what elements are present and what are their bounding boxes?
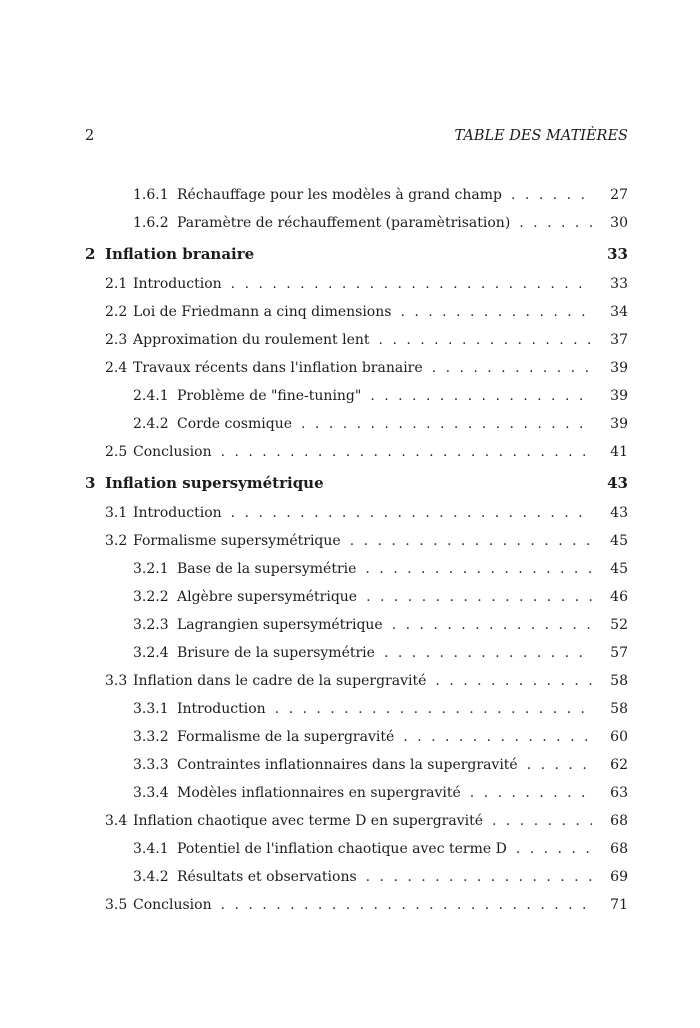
entry-page-number: 68: [610, 813, 628, 829]
toc-entry-row: [85, 331, 628, 350]
entry-number: 3.2.4: [133, 645, 169, 661]
entry-page-number: 34: [610, 304, 628, 320]
entry-number: 3.5: [105, 897, 128, 913]
toc-entry-row: [85, 303, 628, 322]
entry-title: Problème de "fine-tuning": [177, 388, 362, 404]
entry-page-number: 60: [610, 729, 628, 745]
entry-number: 1.6.1: [133, 187, 169, 203]
entry-page-number: 43: [607, 474, 628, 492]
entry-number: 3.3.2: [133, 729, 169, 745]
dot-leader: [231, 504, 592, 523]
entry-title: Conclusion: [133, 444, 212, 460]
entry-number: 2.1: [105, 276, 128, 292]
entry-number: 3.3.3: [133, 757, 169, 773]
entry-number: 2.4.2: [133, 416, 169, 432]
entry-page-number: 39: [610, 360, 628, 376]
entry-title: Potentiel de l'inflation chaotique avec terme D: [177, 841, 507, 857]
dot-leader: [275, 700, 592, 719]
entry-page-number: 45: [610, 533, 628, 549]
entry-page-number: 69: [610, 869, 628, 885]
dot-leader: [231, 275, 592, 294]
dot-leader: [435, 672, 592, 691]
entry-title: Formalisme de la supergravité: [177, 729, 395, 745]
entry-number: 3: [85, 474, 96, 492]
toc-entry-row: [85, 812, 628, 831]
entry-number: 1.6.2: [133, 215, 169, 231]
toc-entry-row: [85, 275, 628, 294]
dot-leader: [470, 784, 592, 803]
toc-entry-row: [85, 644, 628, 663]
entry-page-number: 58: [610, 701, 628, 717]
page-header: [85, 128, 628, 144]
entry-number: 3.2.3: [133, 617, 169, 633]
toc-entry-row: [85, 443, 628, 462]
toc-entry-row: [85, 784, 628, 803]
dot-leader: [511, 186, 592, 205]
running-header-title: TABLE DES MATIÈRES: [454, 128, 628, 144]
toc-list: [85, 186, 628, 915]
page-number-folio: 2: [85, 128, 95, 144]
entry-number: 2.5: [105, 444, 128, 460]
entry-page-number: 71: [610, 897, 628, 913]
dot-leader: [492, 812, 592, 831]
entry-number: 3.1: [105, 505, 128, 521]
toc-entry-row: [85, 214, 628, 233]
entry-number: 2.3: [105, 332, 128, 348]
entry-number: 3.3.1: [133, 701, 169, 717]
entry-title: Introduction: [177, 701, 266, 717]
entry-title: Lagrangien supersymétrique: [177, 617, 383, 633]
toc-entry-row: [85, 868, 628, 887]
entry-title: Inflation supersymétrique: [105, 474, 324, 492]
entry-page-number: 39: [610, 388, 628, 404]
entry-title: Travaux récents dans l'inflation branaire: [133, 360, 423, 376]
entry-number: 3.4: [105, 813, 128, 829]
entry-number: 2.4.1: [133, 388, 169, 404]
dot-leader: [350, 532, 592, 551]
entry-title: Base de la supersymétrie: [177, 561, 357, 577]
entry-page-number: 33: [610, 276, 628, 292]
entry-page-number: 45: [610, 561, 628, 577]
dot-leader: [366, 588, 592, 607]
dot-leader: [519, 214, 592, 233]
dot-leader: [221, 443, 592, 462]
entry-page-number: 58: [610, 673, 628, 689]
dot-leader: [379, 331, 592, 350]
toc-chapter-row: [85, 474, 628, 493]
entry-title: Introduction: [133, 276, 222, 292]
toc-entry-row: [85, 896, 628, 915]
entry-page-number: 46: [610, 589, 628, 605]
toc-entry-row: [85, 672, 628, 691]
entry-title: Introduction: [133, 505, 222, 521]
dot-leader: [403, 728, 592, 747]
dot-leader: [516, 840, 592, 859]
entry-number: 2: [85, 245, 96, 263]
dot-leader: [527, 756, 592, 775]
entry-title: Modèles inflationnaires en supergravité: [177, 785, 461, 801]
entry-title: Formalisme supersymétrique: [133, 533, 341, 549]
toc-entry-row: [85, 359, 628, 378]
entry-page-number: 63: [610, 785, 628, 801]
toc-entry-row: [85, 560, 628, 579]
entry-title: Conclusion: [133, 897, 212, 913]
entry-number: 3.2.1: [133, 561, 169, 577]
entry-page-number: 43: [610, 505, 628, 521]
entry-number: 3.4.1: [133, 841, 169, 857]
toc-entry-row: [85, 616, 628, 635]
entry-page-number: 68: [610, 841, 628, 857]
entry-title: Corde cosmique: [177, 416, 293, 432]
toc-entry-row: [85, 532, 628, 551]
toc-chapter-row: [85, 245, 628, 264]
dot-leader: [370, 387, 592, 406]
toc-entry-row: [85, 728, 628, 747]
toc-entry-row: [85, 387, 628, 406]
dot-leader: [221, 896, 592, 915]
toc-entry-row: [85, 186, 628, 205]
entry-page-number: 57: [610, 645, 628, 661]
entry-title: Réchauffage pour les modèles à grand champ: [177, 187, 503, 203]
entry-page-number: 27: [610, 187, 628, 203]
entry-number: 3.2: [105, 533, 128, 549]
toc-entry-row: [85, 504, 628, 523]
entry-page-number: 33: [607, 245, 628, 263]
entry-number: 3.2.2: [133, 589, 169, 605]
entry-title: Paramètre de réchauffement (paramètrisation): [177, 215, 511, 231]
toc-entry-row: [85, 840, 628, 859]
entry-number: 2.2: [105, 304, 128, 320]
entry-title: Algèbre supersymétrique: [177, 589, 358, 605]
entry-title: Inflation dans le cadre de la supergravité: [133, 673, 427, 689]
entry-number: 3.3: [105, 673, 128, 689]
toc-entry-row: [85, 415, 628, 434]
entry-number: 3.3.4: [133, 785, 169, 801]
entry-number: 2.4: [105, 360, 128, 376]
dot-leader: [384, 644, 592, 663]
toc-entry-row: [85, 756, 628, 775]
dot-leader: [432, 359, 592, 378]
dot-leader: [392, 616, 592, 635]
entry-title: Inflation chaotique avec terme D en supergravité: [133, 813, 483, 829]
toc-entry-row: [85, 700, 628, 719]
entry-page-number: 30: [610, 215, 628, 231]
entry-title: Brisure de la supersymétrie: [177, 645, 375, 661]
dot-leader: [366, 868, 592, 887]
entry-page-number: 62: [610, 757, 628, 773]
entry-page-number: 52: [610, 617, 628, 633]
entry-title: Approximation du roulement lent: [133, 332, 370, 348]
entry-title: Résultats et observations: [177, 869, 357, 885]
dot-leader: [400, 303, 592, 322]
entry-title: Loi de Friedmann a cinq dimensions: [133, 304, 392, 320]
entry-number: 3.4.2: [133, 869, 169, 885]
entry-title: Inflation branaire: [105, 245, 255, 263]
toc-entry-row: [85, 588, 628, 607]
entry-page-number: 37: [610, 332, 628, 348]
entry-page-number: 39: [610, 416, 628, 432]
dot-leader: [301, 415, 592, 434]
entry-page-number: 41: [610, 444, 628, 460]
entry-title: Contraintes inflationnaires dans la supergravité: [177, 757, 518, 773]
dot-leader: [365, 560, 592, 579]
